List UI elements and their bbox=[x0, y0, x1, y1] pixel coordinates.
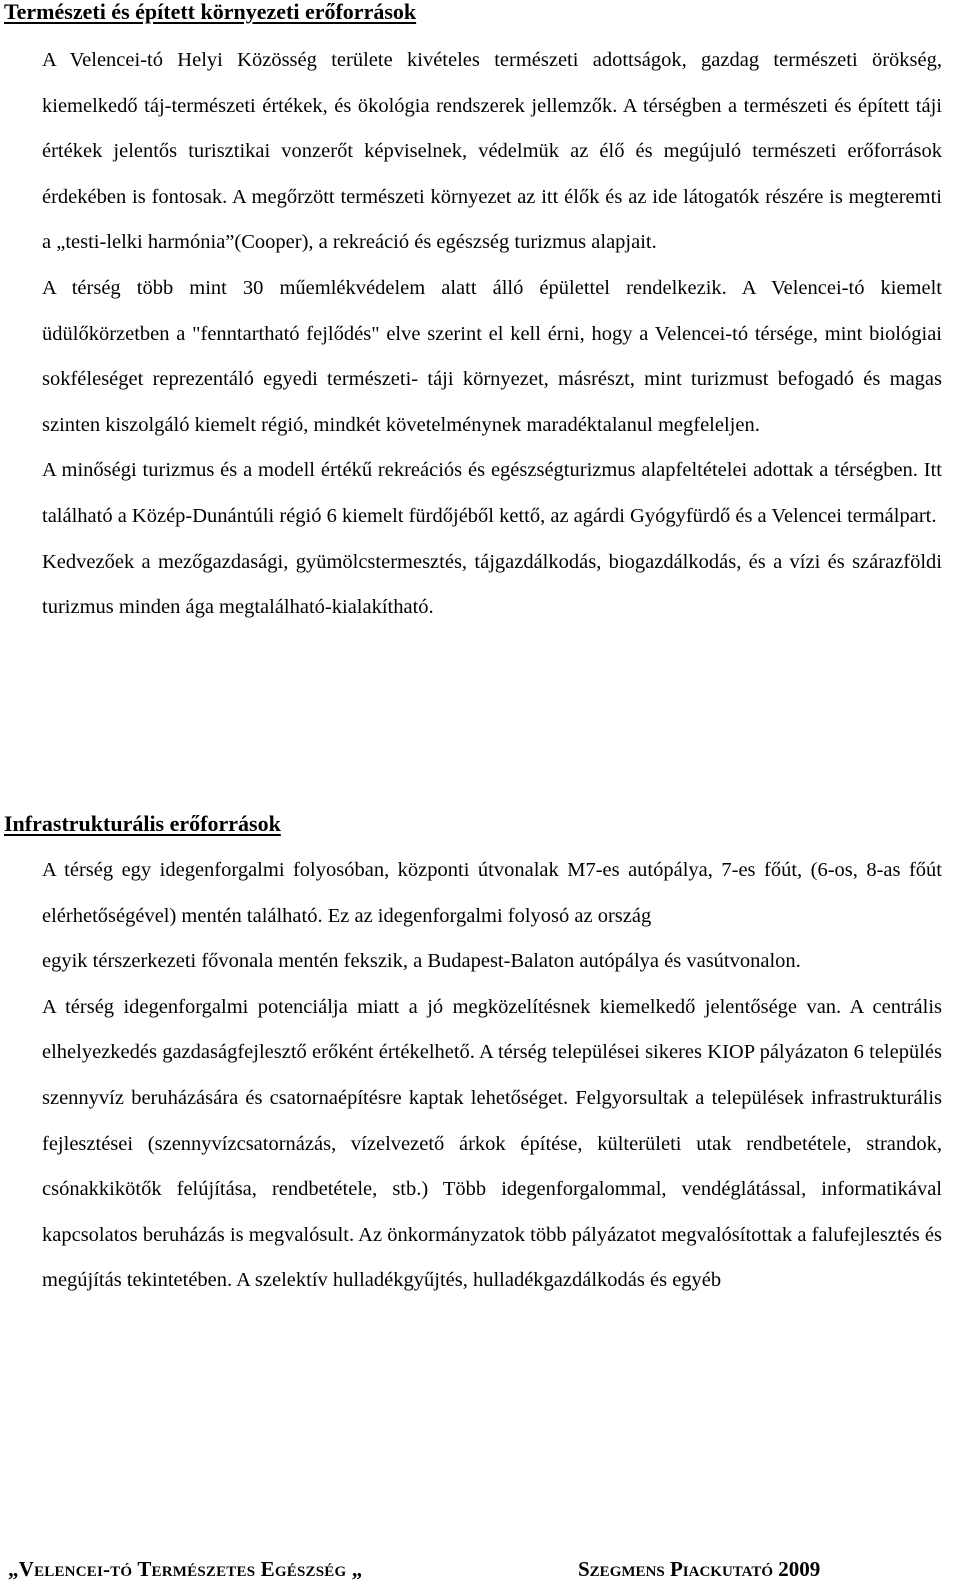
page-footer bbox=[0, 1551, 900, 1593]
section-heading-infrastructure: Infrastrukturális erőforrások bbox=[4, 811, 281, 836]
section-body-natural-resources bbox=[42, 16, 942, 631]
paragraph: A térség egy idegenforgalmi folyosóban, központi útvonalak M7-es autópálya, 7-es főút, (6-os, 8-as főút elérhetőségével) mentén található. Ez az idegenforgalmi folyosó az ország bbox=[42, 859, 942, 927]
paragraph: Kedvezőek a mezőgazdasági, gyümölcstermesztés, tájgazdálkodás, biogazdálkodás, és a vízi és szárazföldi turizmus minden ága megtalálható-kialakítható. bbox=[42, 550, 942, 619]
footer-publisher: Szegmens Piackutató 2009 bbox=[578, 1557, 821, 1581]
paragraph: A térség idegenforgalmi potenciálja miatt a jó megközelítésnek kiemelkedő jelentősége van. A centrális elhelyezkedés gazdaságfejlesztő erőként értékelhető. A térség települései sikeres KIOP pályázaton 6 település szennyvíz beruházására és csatornaépítésre kaptak lehetőséget. Felgyorsultak a települések infrastrukturális fejlesztései (szennyvízcsatornázás, vízelvezető árkok építése, külterületi utak rendbetétele, strandok, csónakkikötők felújítása, rendbetétele, stb.) Több idegenforgalommal, vendéglátással, informatikával kapcsolatos beruházás is megvalósult. Az önkormányzatok több pályázatot megvalósítottak a falufejlesztés és megújítás tekintetében. A szelektív hulladékgyűjtés, hulladékgazdálkodás és egyéb bbox=[42, 995, 942, 1292]
paragraph: A minőségi turizmus és a modell értékű rekreációs és egészségturizmus alapfeltételei adottak a térségben. Itt található a Közép-Dunántúli régió 6 kiemelt fürdőjéből kettő, az agárdi Gyógyfürdő és a Velencei termálpart. bbox=[42, 459, 942, 527]
paragraph: A térség több mint 30 műemlékvédelem alatt álló épülettel rendelkezik. A Velencei-tó kiemelt üdülőkörzetben a "fenntartható fejlődés" elve szerint el kell érni, hogy a Velencei-tó térsége, mint biológiai sokféleséget reprezentáló egyedi természeti- táji környezet, másrészt, mint turizmust befogadó és magas szinten kiszolgáló kiemelt régió, mindkét követelménynek maradéktalanul megfeleljen. bbox=[42, 276, 942, 436]
footer-title: „Velencei-tó Természetes Egészség „ bbox=[8, 1557, 363, 1581]
section-body-infrastructure bbox=[42, 828, 942, 1304]
paragraph: A Velencei-tó Helyi Közösség területe kivételes természeti adottságok, gazdag természeti örökség, kiemelkedő táj-természeti értékek, és ökológia rendszerek jellemzők. A térségben a természeti és épített táji értékek jelentős turisztikai vonzerőt képviselnek, védelmük az élő és megújuló természeti erőforrások érdekében is fontosak. A megőrzött természeti környezet az itt élők és az ide látogatók részére is megteremti a „testi-lelki harmónia”(Cooper), a rekreáció és egészség turizmus alapjait. bbox=[42, 49, 942, 254]
section-heading-natural-resources: Természeti és épített környezeti erőforrások bbox=[4, 0, 417, 24]
paragraph: egyik térszerkezeti fővonala mentén fekszik, a Budapest-Balaton autópálya és vasútvonalon. bbox=[42, 950, 801, 973]
